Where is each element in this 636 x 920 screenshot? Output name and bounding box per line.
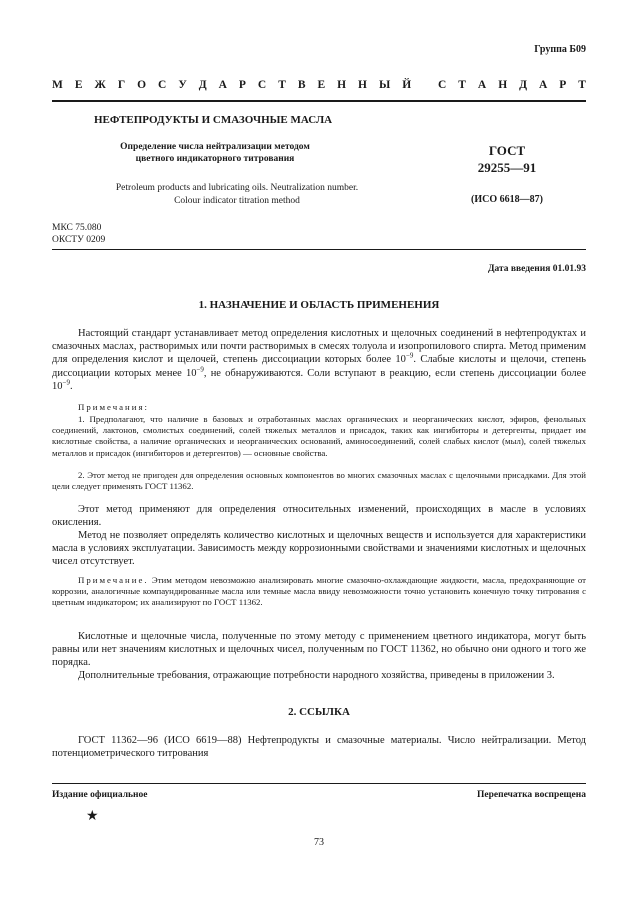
p1-text-a: Настоящий стандарт устанавливает метод определения кислотных и щелочных соединений в нефтепродуктах и смазочных маслах, растворимых или почти растворимых в смесях толуола и изопропилового спирта. Метод применим для определения кислот и щелочей, степень диссоциации которых более 10 xyxy=(52,328,586,366)
iso-reference: (ИСО 6618—87) xyxy=(471,194,543,205)
banner-letter: М xyxy=(52,79,63,91)
exponent-2: −9 xyxy=(196,365,204,374)
document-subtitle: Определение числа нейтрализации методом цветного индикаторного титрования xyxy=(120,142,310,164)
banner-letter xyxy=(423,79,426,91)
exponent-1: −9 xyxy=(405,351,414,360)
banner-letter: Н xyxy=(358,79,367,91)
document-page xyxy=(52,0,586,920)
banner-letter: У xyxy=(178,79,187,91)
english-title: Petroleum products and lubricating oils. Neutralization number. Colour indicator titration method xyxy=(115,183,359,206)
banner-letter: А xyxy=(539,79,548,91)
gost-designation xyxy=(447,142,567,176)
banner-letter: Н xyxy=(337,79,347,91)
banner-letter: Ж xyxy=(94,79,106,91)
p1-text-c: , не обнаруживаются. Соли вступают в реакцию, если степень диссоциации более 10 xyxy=(52,367,586,392)
group-code: Группа Б09 xyxy=(534,44,586,55)
note-2: 2. Этот метод не пригоден для определения основных компонентов во многих смазочных маслах с щелочными присадками. Для этой цели следует применять ГОСТ 11362. xyxy=(52,470,586,492)
section-2-heading: 2. ССЫЛКА xyxy=(288,706,350,718)
section-1-paragraph-2: Этот метод применяют для определения относительных изменений, происходящих в масле в условиях окисления. xyxy=(52,504,586,529)
section-1-paragraph-4: Кислотные и щелочные числа, полученные по этому методу с применением цветного индикатора, могут быть равны или нет значениям кислотных и щелочных чисел, полученным по ГОСТ 11362, но обычно они одного и того же порядка. xyxy=(52,631,586,669)
banner-letter: Т xyxy=(458,79,466,91)
banner-letter: О xyxy=(137,79,147,91)
banner-letter: В xyxy=(297,79,306,91)
introduction-date: Дата введения 01.01.93 xyxy=(487,264,586,274)
section-2-paragraph-1: ГОСТ 11362—96 (ИСО 6619—88) Нефтепродукты и смазочные материалы. Число нейтрализации. Метод потенциометрического титрования xyxy=(52,735,586,760)
banner-letter: С xyxy=(257,79,267,91)
gost-label: ГОСТ xyxy=(488,143,526,158)
banner-letter: Р xyxy=(559,79,567,91)
reprint-prohibited-label: Перепечатка воспрещена xyxy=(476,790,586,800)
banner-letter: Е xyxy=(74,79,83,91)
banner-letter: Д xyxy=(198,79,207,91)
note-3-text: Этим методом невозможно анализировать многие смазочно-охлаждающие жидкости, масла, предохраняющие от коррозии, аналогичные компаундированные масла или темные масла ввиду невозможности точно установить конечную точку титрования с цветным индикатором; их анализируют по ГОСТ 11362. xyxy=(52,575,586,608)
section-1-heading: 1. НАЗНАЧЕНИЕ И ОБЛАСТЬ ПРИМЕНЕНИЯ xyxy=(198,299,440,311)
banner-letter: Н xyxy=(498,79,508,91)
p1-text-d: . xyxy=(69,380,73,392)
classification-codes xyxy=(52,222,105,246)
banner-letter: Т xyxy=(278,79,286,91)
note-3-label: Примечание. xyxy=(78,575,149,585)
gost-number: 29255—91 xyxy=(477,160,537,175)
notes-label: Примечания: xyxy=(78,402,149,412)
title-rule xyxy=(52,249,586,250)
star-icon: ★ xyxy=(86,809,99,824)
banner-letter: С xyxy=(158,79,167,91)
banner-letter: Ы xyxy=(378,79,391,91)
banner-letter: С xyxy=(437,79,447,91)
standard-banner xyxy=(52,79,586,91)
banner-letter: Р xyxy=(238,79,246,91)
official-edition-label: Издание официальное xyxy=(52,790,148,800)
section-1-paragraph-1 xyxy=(52,327,586,393)
header-rule xyxy=(52,100,586,102)
note-3 xyxy=(52,575,586,609)
banner-letter: Д xyxy=(519,79,528,91)
banner-letter: Й xyxy=(402,79,412,91)
okstu-code: ОКСТУ 0209 xyxy=(52,235,106,245)
banner-letter: Т xyxy=(578,79,586,91)
document-title: НЕФТЕПРОДУКТЫ И СМАЗОЧНЫЕ МАСЛА xyxy=(94,114,333,126)
banner-letter: А xyxy=(477,79,487,91)
mks-code: МКС 75.080 xyxy=(52,223,102,233)
p1-text-b: . Слабые кислоты и щелочи, степень диссоциации которых менее 10 xyxy=(52,354,586,379)
banner-letter: А xyxy=(218,79,227,91)
footer-rule xyxy=(52,783,586,784)
banner-letter: Г xyxy=(117,79,126,91)
page-number: 73 xyxy=(314,837,324,848)
section-1-paragraph-5: Дополнительные требования, отражающие потребности народного хозяйства, приведены в приложении 3. xyxy=(78,670,555,681)
section-1-paragraph-3: Метод не позволяет определять количество кислотных и щелочных веществ и используется для характеристики масла в условиях эксплуатации. Зависимость между коррозионными свойствами и значениями кислотных и щелочных чисел отсутствует. xyxy=(52,530,586,568)
exponent-3: −9 xyxy=(62,378,70,387)
banner-letter: Е xyxy=(317,79,326,91)
note-1: 1. Предполагают, что наличие в базовых и отработанных маслах органических и неорганических кислот, эфиров, фенольных соединений, лактонов, смолистых соединений, солей тяжелых металлов и присадок, таких как ингибиторы и детергенты, придает им кислотные свойства, а наличие органических и неорганических оснований, аминосоединений, солей слабых кислот (мыл), солей тяжелых металлов и присадок (ингибиторов и детергентов) — основные свойства. xyxy=(52,414,586,458)
